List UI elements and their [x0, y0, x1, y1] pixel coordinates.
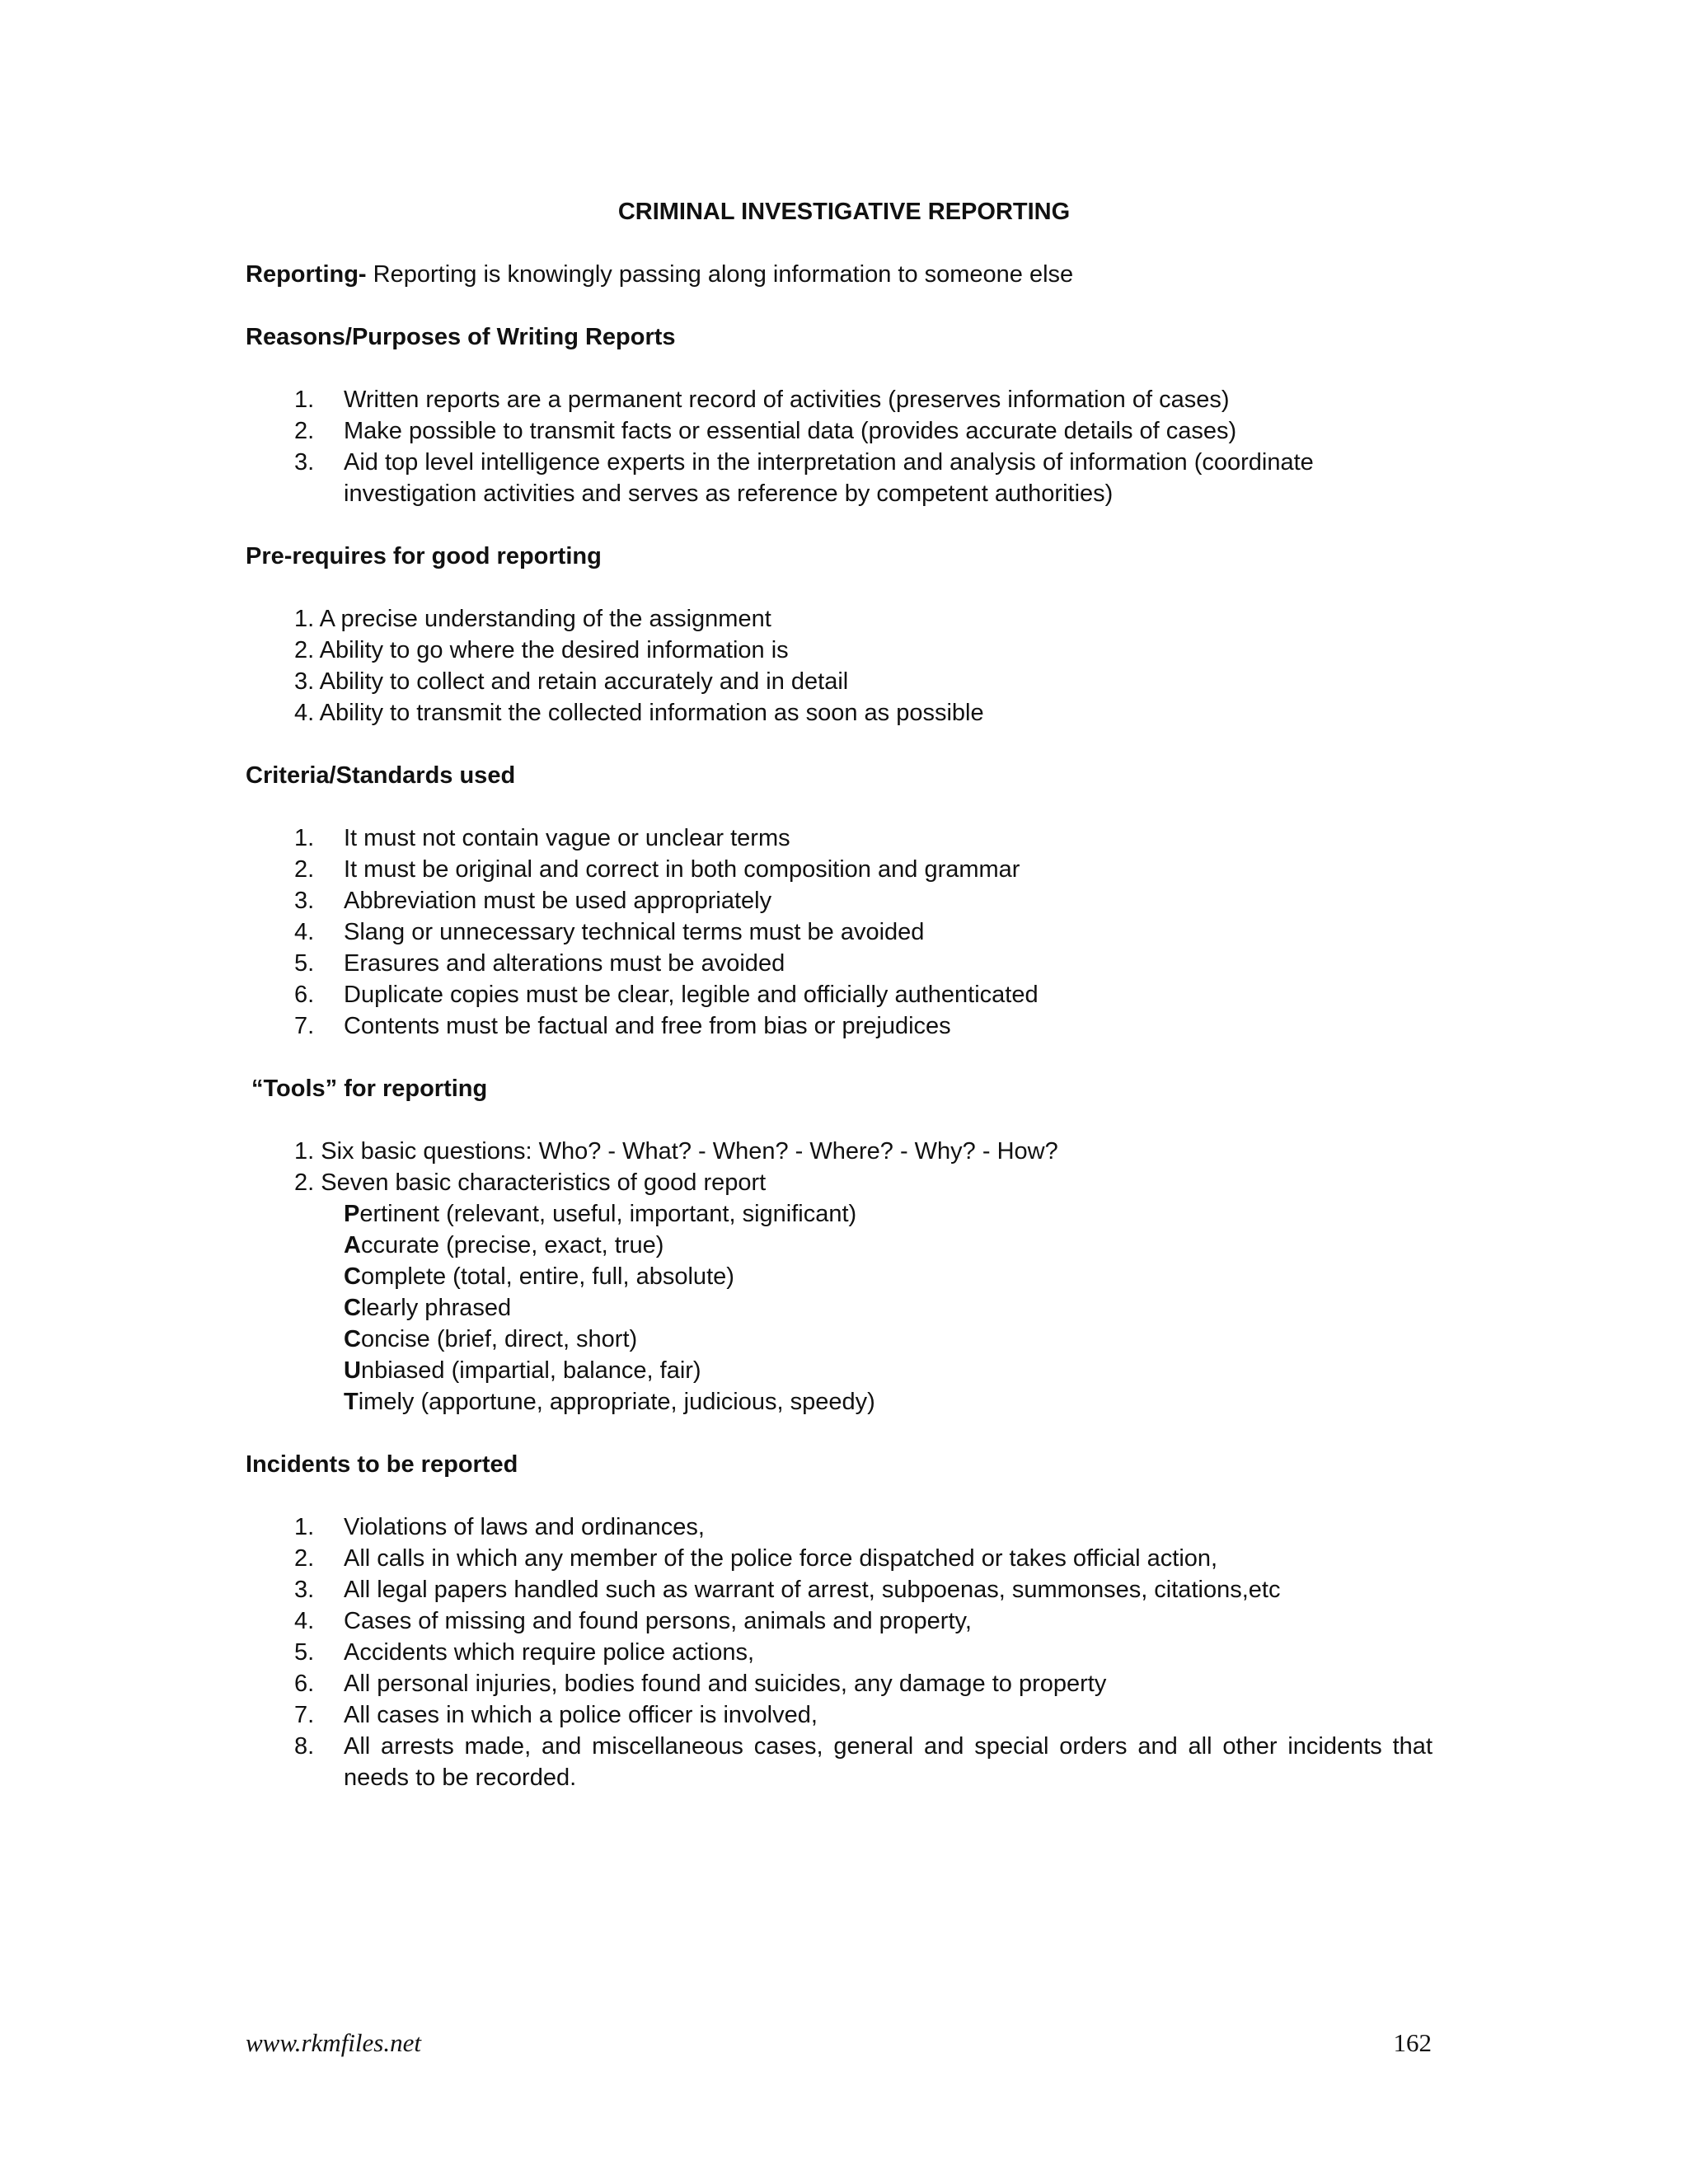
list-item: 1. A precise understanding of the assignment — [294, 606, 771, 632]
item-text: Slang or unnecessary technical terms must be avoided — [344, 919, 925, 945]
characteristic-text: ertinent (relevant, useful, important, significant) — [359, 1201, 857, 1227]
list-item — [246, 1637, 1432, 1668]
item-text: All legal papers handled such as warrant of arrest, subpoenas, summonses, citations,etc — [344, 1577, 1281, 1603]
acronym-letter: U — [344, 1357, 361, 1384]
reasons-heading: Reasons/Purposes of Writing Reports — [246, 324, 676, 350]
characteristic-item — [344, 1261, 1415, 1292]
item-number: 2. — [294, 418, 315, 444]
tools-heading: “Tools” for reporting — [251, 1076, 488, 1102]
list-item — [246, 415, 1432, 447]
item-number: 1. — [294, 825, 315, 851]
characteristic-item — [344, 1324, 1415, 1355]
item-number: 4. — [294, 1608, 315, 1634]
list-item — [246, 916, 1432, 948]
item-number: 3. — [294, 1577, 315, 1603]
item-number: 8. — [294, 1733, 315, 1760]
item-text: All cases in which a police officer is involved, — [344, 1702, 818, 1728]
list-item — [246, 885, 1432, 916]
item-text: Duplicate copies must be clear, legible and officially authenticated — [344, 982, 1039, 1008]
definition-term: Reporting- — [246, 261, 367, 288]
definition-text: Reporting is knowingly passing along information to someone else — [366, 261, 1074, 288]
definition-paragraph — [246, 259, 1432, 290]
item-number: 2. — [294, 1545, 315, 1572]
list-item: 2. Ability to go where the desired information is — [294, 637, 789, 663]
characteristic-item — [344, 1292, 1415, 1324]
item-text: Written reports are a permanent record of activities (preserves information of cases) — [344, 387, 1230, 413]
item-number: 5. — [294, 950, 315, 977]
item-number: 1. — [294, 387, 315, 413]
page-title: CRIMINAL INVESTIGATIVE REPORTING — [617, 199, 1071, 225]
characteristic-text: imely (apportune, appropriate, judicious, speedy) — [358, 1389, 875, 1415]
acronym-letter: C — [344, 1326, 361, 1352]
item-text: Contents must be factual and free from bias or prejudices — [344, 1013, 951, 1039]
list-item: 4. Ability to transmit the collected information as soon as possible — [294, 700, 984, 726]
item-number: 6. — [294, 982, 315, 1008]
characteristic-text: oncise (brief, direct, short) — [360, 1326, 638, 1352]
item-text: All arrests made, and miscellaneous cases, general and special orders and all other incidents that needs to be recorded. — [344, 1733, 1432, 1791]
item-text: It must be original and correct in both composition and grammar — [344, 856, 1020, 883]
list-item: 2. Seven basic characteristics of good report — [294, 1169, 767, 1196]
item-text: Accidents which require police actions, — [344, 1639, 755, 1666]
reasons-list — [246, 384, 1432, 509]
prerequisites-list — [294, 603, 1432, 729]
footer-website: www.rkmfiles.net — [246, 2028, 421, 2057]
list-item — [246, 447, 1432, 509]
item-text: Cases of missing and found persons, animals and property, — [344, 1608, 972, 1634]
list-item — [246, 979, 1432, 1010]
list-item — [246, 1699, 1432, 1731]
incidents-heading: Incidents to be reported — [246, 1451, 518, 1478]
criteria-heading: Criteria/Standards used — [246, 762, 516, 789]
acronym-letter: C — [344, 1263, 361, 1290]
list-item — [246, 948, 1432, 979]
characteristics-list — [344, 1198, 1415, 1418]
item-text: Abbreviation must be used appropriately — [344, 888, 772, 914]
list-item: 3. Ability to collect and retain accurately and in detail — [294, 668, 849, 695]
list-item — [246, 1574, 1432, 1605]
item-text: Erasures and alterations must be avoided — [344, 950, 785, 977]
list-item — [246, 823, 1432, 854]
list-item — [246, 1010, 1432, 1042]
characteristic-item — [344, 1198, 1415, 1230]
item-text: All personal injuries, bodies found and suicides, any damage to property — [344, 1671, 1107, 1697]
list-item — [246, 1605, 1432, 1637]
item-text: Make possible to transmit facts or essential data (provides accurate details of cases) — [344, 418, 1237, 444]
item-number: 6. — [294, 1671, 315, 1697]
page-number: 162 — [1393, 2028, 1432, 2057]
item-number: 3. — [294, 449, 315, 476]
item-text: All calls in which any member of the police force dispatched or takes official action, — [344, 1545, 1218, 1572]
list-item: 1. Six basic questions: Who? - What? - When? - Where? - Why? - How? — [294, 1138, 1058, 1165]
list-item — [246, 1511, 1432, 1543]
acronym-letter: A — [344, 1232, 361, 1258]
list-item — [246, 854, 1432, 885]
characteristic-item — [344, 1230, 1415, 1261]
prerequisites-heading: Pre-requires for good reporting — [246, 543, 602, 569]
item-number: 2. — [294, 856, 315, 883]
acronym-letter: C — [344, 1295, 361, 1321]
acronym-letter: T — [344, 1389, 359, 1415]
characteristic-text: learly phrased — [360, 1295, 512, 1321]
item-number: 7. — [294, 1013, 315, 1039]
criteria-list — [246, 823, 1432, 1042]
item-number: 4. — [294, 919, 315, 945]
list-item — [246, 384, 1432, 415]
list-item — [246, 1668, 1432, 1699]
item-text: Aid top level intelligence experts in the interpretation and analysis of information (coordinate investigation activities and serves as reference by competent authorities) — [344, 449, 1314, 507]
characteristic-text: ccurate (precise, exact, true) — [360, 1232, 664, 1258]
incidents-list — [246, 1511, 1432, 1793]
item-number: 7. — [294, 1702, 315, 1728]
tools-list — [294, 1136, 1432, 1198]
item-number: 3. — [294, 888, 315, 914]
item-text: Violations of laws and ordinances, — [344, 1514, 705, 1540]
characteristic-text: nbiased (impartial, balance, fair) — [360, 1357, 701, 1384]
characteristic-item — [344, 1355, 1415, 1386]
item-number: 5. — [294, 1639, 315, 1666]
item-number: 1. — [294, 1514, 315, 1540]
list-item — [246, 1731, 1432, 1793]
acronym-letter: P — [344, 1201, 360, 1227]
characteristic-text: omplete (total, entire, full, absolute) — [360, 1263, 734, 1290]
item-text: It must not contain vague or unclear terms — [344, 825, 790, 851]
characteristic-item — [344, 1386, 1415, 1418]
list-item — [246, 1543, 1432, 1574]
